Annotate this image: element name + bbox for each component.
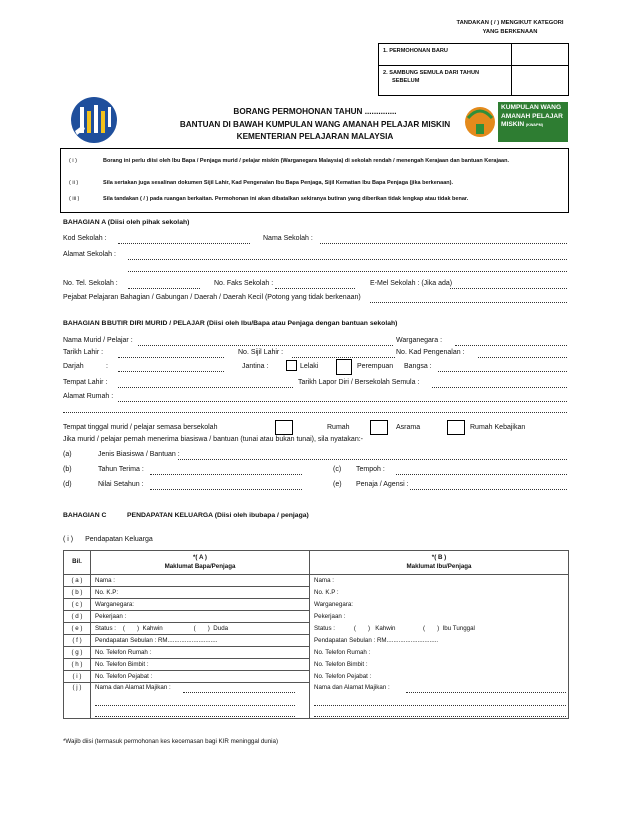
jantina-perempuan-checkbox[interactable]	[336, 359, 352, 375]
item-c-id: (c)	[333, 466, 342, 473]
ibu-pekerjaan-field[interactable]: Pekerjaan :	[310, 611, 569, 623]
nama-murid-label: Nama Murid / Pelajar :	[63, 337, 133, 344]
table-row: ( a ) Nama : Nama :	[64, 575, 569, 587]
no-faks-sekolah-label: No. Faks Sekolah :	[214, 280, 274, 287]
tahun-terima-label: Tahun Terima :	[98, 466, 144, 473]
ibu-majikan-line-3[interactable]	[314, 716, 566, 717]
tinggal-rumah-checkbox[interactable]	[275, 420, 293, 435]
table-row: ( j ) Nama dan Alamat Majikan : Nama dan Alamat Majikan :	[64, 683, 569, 719]
warganegara-field[interactable]	[455, 345, 567, 346]
jenis-biasiswa-field[interactable]	[178, 459, 567, 460]
category-table	[378, 43, 569, 96]
tarikh-lapor-label: Tarikh Lapor Diri / Bersekolah Semula :	[298, 379, 420, 386]
section-c-text: PENDAPATAN KELUARGA (Diisi oleh ibubapa / penjaga)	[127, 512, 309, 519]
section-c-label: BAHAGIAN C	[63, 512, 107, 519]
ibu-majikan-field[interactable]: Nama dan Alamat Majikan :	[310, 683, 569, 719]
subsection-i-text: Pendapatan Keluarga	[85, 536, 153, 543]
kwapm-tag: (KWAPM)	[525, 123, 544, 128]
form-title-block	[150, 106, 480, 144]
ibu-majikan-line-1[interactable]	[406, 692, 566, 693]
form-title: BORANG PERMOHONAN TAHUN ..............	[233, 107, 397, 116]
table-row: ( e ) Status : ( ) Kahwin ( ) Duda Status : ( ) Kahwin ( ) Ibu Tunggal	[64, 623, 569, 635]
instruction-box: ( i ) Borang ini perlu diisi oleh Ibu Bapa / Penjaga murid / pelajar miskin (Warganegara Malaysia) di sekolah rendah / menengah Kerajaan dan bantuan Kerajaan. ( ii ) Sila sertakan juga sesalinan dokumen Sijil Lahir, Kad Pengenalan Ibu Bapa Penjaga, Sijil Kematian Ibu Bapa Penjaga (jika berkenaan). ( iii ) Sila tandakan ( / ) pada ruangan berkaitan. Permohonan ini akan dibatalkan sekiranya butiran yang diberikan tidak lengkap atau tidak benar.	[60, 148, 569, 213]
jantina-lelaki-checkbox[interactable]	[286, 360, 297, 371]
ibu-tel-pejabat-field[interactable]: No. Telefon Pejabat :	[310, 671, 569, 683]
subsection-i-num: ( i )	[63, 536, 74, 543]
tempoh-field[interactable]	[396, 474, 567, 475]
ibu-status-field[interactable]: Status : ( ) Kahwin ( ) Ibu Tunggal	[310, 623, 569, 635]
bapa-tel-rumah-field[interactable]: No. Telefon Rumah :	[91, 647, 310, 659]
bapa-kp-field[interactable]: No. K.P:	[91, 587, 310, 599]
penaja-field[interactable]	[410, 489, 567, 490]
item-a-id: (a)	[63, 451, 72, 458]
kwapm-emblem	[462, 100, 498, 145]
table-row: ( i ) No. Telefon Pejabat : No. Telefon Pejabat :	[64, 671, 569, 683]
tarikh-lapor-field[interactable]	[432, 387, 567, 388]
tempat-tinggal-label: Tempat tinggal murid / pelajar semasa bersekolah	[63, 424, 218, 431]
alamat-sekolah-field-1[interactable]	[128, 259, 567, 260]
section-b-text: BUTIR DIRI MURID / PELAJAR (Diisi oleh Ibu/Bapa atau Penjaga dengan bantuan sekolah)	[107, 320, 398, 327]
tahun-terima-field[interactable]	[150, 474, 302, 475]
bapa-tel-pejabat-field[interactable]: No. Telefon Pejabat :	[91, 671, 310, 683]
no-kp-label: No. Kad Pengenalan :	[396, 349, 465, 356]
darjah-colon: :	[106, 363, 108, 370]
bapa-pekerjaan-field[interactable]: Pekerjaan :	[91, 611, 310, 623]
tick-instruction	[440, 19, 580, 38]
jantina-label: Jantina :	[242, 363, 269, 370]
asrama-label: Asrama	[396, 424, 421, 431]
section-b-label: BAHAGIAN B	[63, 320, 107, 327]
table-row: ( d ) Pekerjaan : Pekerjaan :	[64, 611, 569, 623]
category-new-checkbox[interactable]	[512, 44, 569, 66]
perempuan-label: Perempuan	[357, 363, 394, 370]
tick-instruction-line1: TANDAKAN ( / ) MENGIKUT KATEGORI	[456, 20, 564, 26]
tinggal-asrama-checkbox[interactable]	[370, 420, 388, 435]
kwapm-line1: KUMPULAN WANG	[501, 104, 562, 111]
no-tel-sekolah-label: No. Tel. Sekolah :	[63, 280, 118, 287]
bapa-majikan-field[interactable]: Nama dan Alamat Majikan :	[91, 683, 310, 719]
section-b-heading	[63, 320, 398, 327]
no-tel-sekolah-field[interactable]	[128, 288, 200, 289]
darjah-field[interactable]	[118, 371, 224, 372]
darjah-label: Darjah	[63, 363, 84, 370]
tinggal-rumah-kebajikan-checkbox[interactable]	[447, 420, 465, 435]
table-row: ( h ) No. Telefon Bimbit : No. Telefon Bimbit :	[64, 659, 569, 671]
table-row: ( g ) No. Telefon Rumah : No. Telefon Rumah :	[64, 647, 569, 659]
ibu-kp-field[interactable]: No. K.P :	[310, 587, 569, 599]
bapa-status-field[interactable]: Status : ( ) Kahwin ( ) Duda	[91, 623, 310, 635]
category-renew-checkbox[interactable]	[512, 66, 569, 96]
no-sijil-lahir-field[interactable]	[292, 357, 395, 358]
alamat-sekolah-field-2[interactable]	[128, 271, 567, 272]
kod-sekolah-field[interactable]	[118, 243, 250, 244]
alamat-rumah-field-2[interactable]	[63, 412, 567, 413]
alamat-sekolah-label: Alamat Sekolah :	[63, 251, 116, 258]
table-row: ( c ) Warganegara: Warganegara:	[64, 599, 569, 611]
col-a-header: *( A ) Maklumat Bapa/Penjaga	[91, 551, 310, 575]
col-b-header: *( B ) Maklumat Ibu/Penjaga	[310, 551, 569, 575]
nama-murid-field[interactable]	[138, 345, 393, 346]
no-sijil-lahir-label: No. Sijil Lahir :	[238, 349, 284, 356]
section-a-heading: BAHAGIAN A (Diisi oleh pihak sekolah)	[63, 219, 190, 226]
tempat-lahir-label: Tempat Lahir :	[63, 379, 108, 386]
category-new: 1. PERMOHONAN BARU	[379, 44, 512, 66]
bapa-nama-field[interactable]: Nama :	[91, 575, 310, 587]
emel-sekolah-label: E-Mel Sekolah : (Jika ada)	[370, 280, 453, 287]
bapa-pendapatan-field[interactable]: Pendapatan Sebulan : RM.............................	[91, 635, 310, 647]
item-b-id: (b)	[63, 466, 72, 473]
alamat-rumah-label: Alamat Rumah :	[63, 393, 114, 400]
form-subtitle-1: BANTUAN DI BAWAH KUMPULAN WANG AMANAH PELAJAR MISKIN	[179, 119, 451, 129]
col-bil-header: Bil.	[64, 551, 91, 575]
bapa-majikan-line-2[interactable]	[95, 705, 295, 706]
ministry-logo	[63, 95, 125, 145]
footnote: *Wajib diisi (termasuk permohonan kes kecemasan bagi KIR meninggal dunia)	[63, 738, 279, 745]
section-c-heading	[63, 512, 309, 519]
ibu-nama-field[interactable]: Nama :	[310, 575, 569, 587]
ibu-pendapatan-field[interactable]: Pendapatan Sebulan : RM..............................	[310, 635, 569, 647]
table-row: ( b ) No. K.P: No. K.P :	[64, 587, 569, 599]
tarikh-lahir-label: Tarikh Lahir :	[63, 349, 104, 356]
ppd-label: Pejabat Pelajaran Bahagian / Gabungan / Daerah / Daerah Kecil (Potong yang tidak berkenaan)	[63, 294, 361, 301]
kwapm-line3: MISKIN	[501, 121, 525, 129]
nilai-setahun-label: Nilai Setahun :	[98, 481, 144, 488]
tarikh-lahir-field[interactable]	[118, 357, 224, 358]
ibu-warganegara-field[interactable]: Warganegara:	[310, 599, 569, 611]
emel-sekolah-field[interactable]	[450, 288, 567, 289]
bapa-majikan-line-1[interactable]	[183, 692, 295, 693]
kwapm-text-box	[498, 102, 568, 142]
tempat-lahir-field[interactable]	[118, 387, 293, 388]
form-subtitle-2: KEMENTERIAN PELAJARAN MALAYSIA	[236, 132, 394, 142]
table-row: ( f ) Pendapatan Sebulan : RM............................. Pendapatan Sebulan : RM..............................	[64, 635, 569, 647]
bapa-warganegara-field[interactable]: Warganegara:	[91, 599, 310, 611]
no-kp-field[interactable]	[478, 357, 567, 358]
subsection-i	[63, 536, 153, 543]
category-renew: 2. SAMBUNG SEMULA DARI TAHUN SEBELUM	[379, 66, 512, 96]
biasiswa-question: Jika murid / pelajar pernah menerima biasiswa / bantuan (tunai atau bukan tunai), sila nyatakan:-	[63, 436, 363, 443]
tempoh-label: Tempoh :	[356, 466, 385, 473]
nama-sekolah-field[interactable]	[320, 243, 567, 244]
bapa-majikan-line-3[interactable]	[95, 716, 295, 717]
bangsa-field[interactable]	[438, 371, 567, 372]
rumah-kebajikan-label: Rumah Kebajikan	[470, 424, 526, 431]
jenis-biasiswa-label: Jenis Biasiswa / Bantuan :	[98, 451, 180, 458]
ibu-tel-rumah-field[interactable]: No. Telefon Rumah :	[310, 647, 569, 659]
bangsa-label: Bangsa :	[404, 363, 432, 370]
alamat-rumah-field-1[interactable]	[118, 401, 567, 402]
penaja-label: Penaja / Agensi :	[356, 481, 409, 488]
item-e-id: (e)	[333, 481, 342, 488]
bapa-tel-bimbit-field[interactable]: No. Telefon Bimbit :	[91, 659, 310, 671]
ibu-tel-bimbit-field[interactable]: No. Telefon Bimbit :	[310, 659, 569, 671]
kwapm-logo	[462, 100, 568, 145]
warganegara-label: Warganegara :	[396, 337, 443, 344]
nama-sekolah-label: Nama Sekolah :	[263, 235, 313, 242]
kwapm-line2: AMANAH PELAJAR	[501, 112, 563, 120]
no-faks-sekolah-field[interactable]	[275, 288, 355, 289]
ibu-majikan-line-2[interactable]	[314, 705, 566, 706]
lelaki-label: Lelaki	[300, 363, 319, 370]
tick-instruction-line2: YANG BERKENAAN	[482, 29, 538, 36]
nilai-setahun-field[interactable]	[150, 489, 302, 490]
item-d-id: (d)	[63, 481, 72, 488]
ppd-field[interactable]	[370, 302, 567, 303]
family-income-table	[63, 550, 569, 719]
rumah-label: Rumah	[327, 424, 350, 431]
kod-sekolah-label: Kod Sekolah :	[63, 235, 107, 242]
